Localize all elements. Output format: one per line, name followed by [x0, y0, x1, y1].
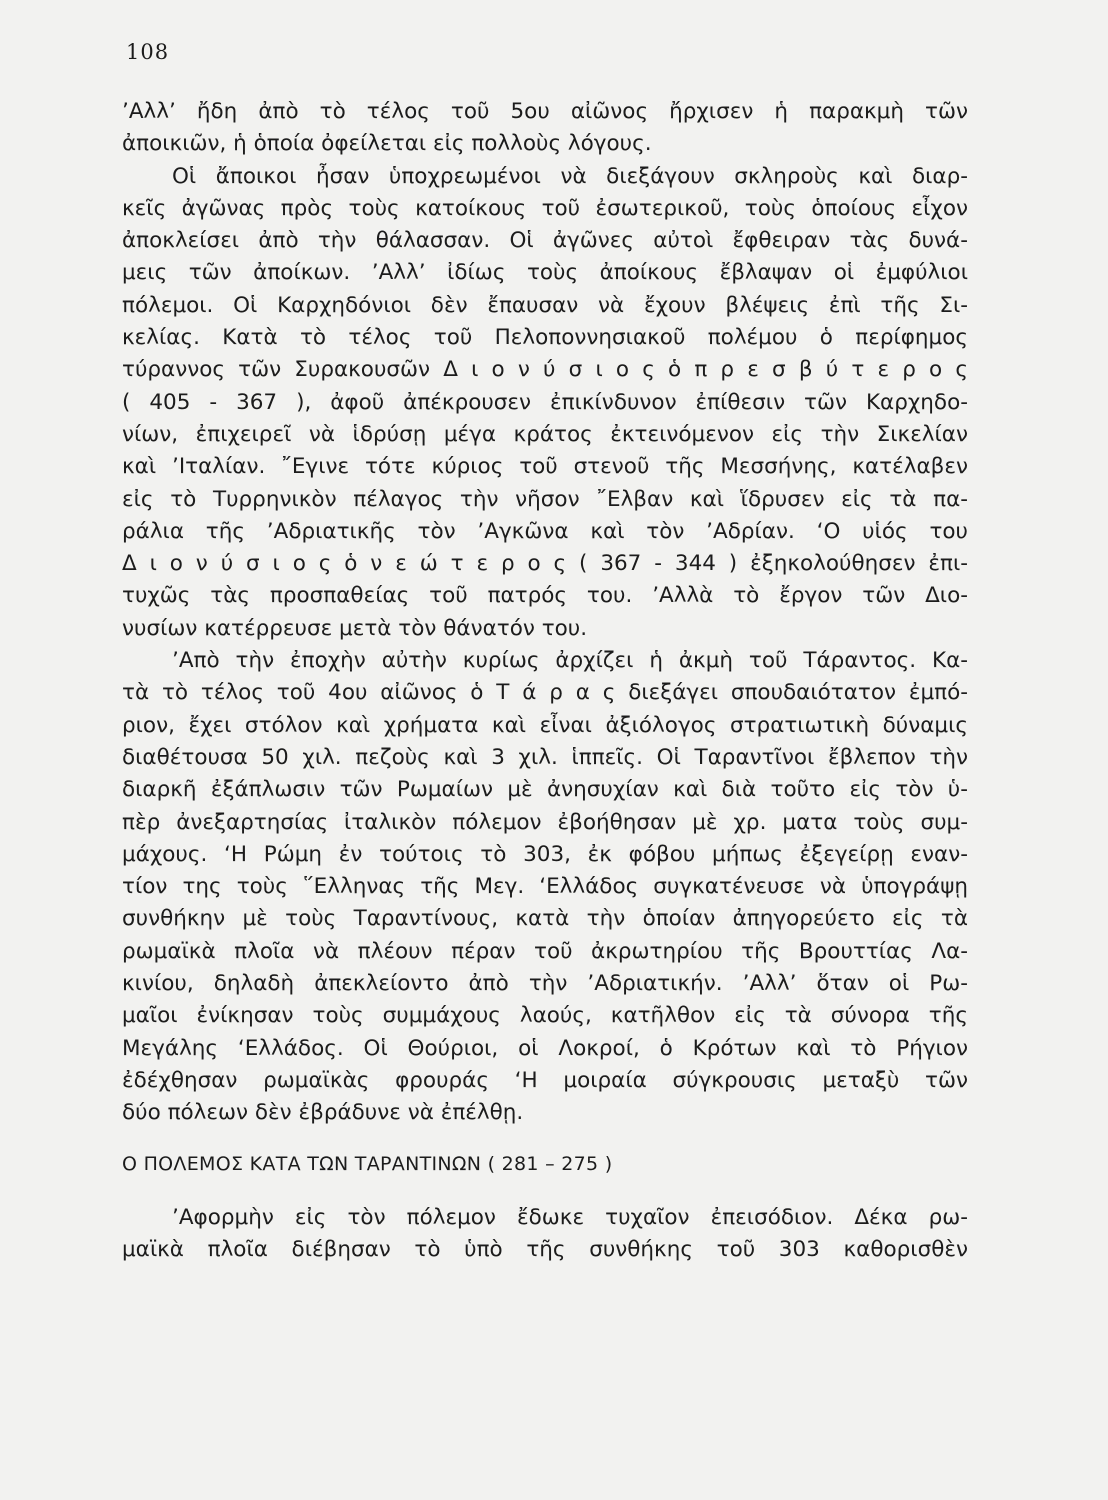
text-line: Μεγάλης ‘Ελλάδος. Οἱ Θούριοι, οἱ Λοκροί, ὁ Κρότων καὶ τὸ Ρήγιον	[122, 1035, 968, 1061]
text-line: ριον, ἔχει στόλον καὶ χρήματα καὶ εἶναι ἀξιόλογος στρατιωτικὴ δύναμις	[122, 712, 968, 738]
text-line: Δ ι ο ν ύ σ ι ο ς ὁ ν ε ώ τ ε ρ ο ς ( 367 - 344 ) ἐξηκολούθησεν ἐπι-	[122, 551, 968, 577]
text-line: νίων, ἐπιχειρεῖ νὰ ἱδρύσῃ μέγα κράτος ἐκτεινόμενον εἰς τὴν Σικελίαν	[122, 421, 968, 447]
text-line: τυχῶς τὰς προσπαθείας τοῦ πατρός του. ’Αλλὰ τὸ ἔργον τῶν Διο-	[122, 583, 968, 609]
text-line: τύραννος τῶν Συρακουσῶν Δ ι ο ν ύ σ ι ο ς ὁ π ρ ε σ β ύ τ ε ρ ο ς	[122, 357, 968, 383]
paragraph	[122, 1202, 968, 1267]
text-line: ἀποκλείσει ἀπὸ τὴν θάλασσαν. Οἱ ἀγῶνες αὐτοὶ ἔφθειραν τὰς δυνά-	[122, 228, 968, 254]
paragraph	[122, 96, 968, 161]
text-line: ’Αφορμὴν εἰς τὸν πόλεμον ἔδωκε τυχαῖον ἐπεισόδιον. Δέκα ρω-	[172, 1204, 968, 1230]
text-line: ρωμαϊκὰ πλοῖα νὰ πλέουν πέραν τοῦ ἀκρωτηρίου τῆς Βρουττίας Λα-	[122, 938, 968, 964]
text-line: ( 405 - 367 ), ἀφοῦ ἀπέκρουσεν ἐπικίνδυνον ἐπίθεσιν τῶν Καρχηδο-	[122, 389, 968, 415]
text-line: μεις τῶν ἀποίκων. ’Αλλ’ ἰδίως τοὺς ἀποίκους ἔβλαψαν οἱ ἐμφύλιοι	[122, 260, 968, 286]
body-text	[122, 96, 968, 1130]
paragraph	[122, 161, 968, 645]
paragraph	[122, 645, 968, 1129]
text-line: συνθήκην μὲ τοὺς Ταραντίνους, κατὰ τὴν ὁποίαν ἀπηγορεύετο εἰς τὰ	[122, 906, 968, 932]
text-line: μαῖοι ἐνίκησαν τοὺς συμμάχους λαούς, κατῆλθον εἰς τὰ σύνορα τῆς	[122, 1003, 968, 1029]
text-line: διαθέτουσα 50 χιλ. πεζοὺς καὶ 3 χιλ. ἱππεῖς. Οἱ Ταραντῖνοι ἔβλεπον τὴν	[122, 744, 968, 770]
section-heading: Ο ΠΟΛΕΜΟΣ ΚΑΤΑ ΤΩΝ ΤΑΡΑΝΤΙΝΩΝ ( 281 – 275 )	[122, 1152, 613, 1175]
text-line: δύο πόλεων δὲν ἐβράδυνε νὰ ἐπέλθῃ.	[122, 1100, 524, 1126]
text-line: κεῖς ἀγῶνας πρὸς τοὺς κατοίκους τοῦ ἐσωτερικοῦ, τοὺς ὁποίους εἶχον	[122, 195, 968, 221]
text-line: εἰς τὸ Τυρρηνικὸν πέλαγος τὴν νῆσον ῎Ελβαν καὶ ἵδρυσεν εἰς τὰ πα-	[122, 486, 968, 512]
text-line: πὲρ ἀνεξαρτησίας ἰταλικὸν πόλεμον ἐβοήθησαν μὲ χρ. ματα τοὺς συμ-	[122, 809, 968, 835]
text-line: ἐδέχθησαν ρωμαϊκὰς φρουράς ‘Η μοιραία σύγκρουσις μεταξὺ τῶν	[122, 1067, 968, 1093]
text-line: νυσίων κατέρρευσε μετὰ τὸν θάνατόν του.	[122, 615, 588, 641]
page-number: 108	[126, 40, 170, 64]
text-line: κινίου, δηλαδὴ ἀπεκλείοντο ἀπὸ τὴν ’Αδριατικήν. ’Αλλ’ ὅταν οἱ Ρω-	[122, 971, 968, 997]
text-line: καὶ ’Ιταλίαν. ῎Εγινε τότε κύριος τοῦ στενοῦ τῆς Μεσσήνης, κατέλαβεν	[122, 454, 968, 480]
text-line: διαρκῆ ἐξάπλωσιν τῶν Ρωμαίων μὲ ἀνησυχίαν καὶ διὰ τοῦτο εἰς τὸν ὑ-	[122, 777, 968, 803]
text-line: μάχους. ‘Η Ρώμη ἐν τούτοις τὸ 303, ἐκ φόβου μήπως ἐξεγείρῃ εναν-	[122, 841, 968, 867]
text-line: ράλια τῆς ’Αδριατικῆς τὸν ’Αγκῶνα καὶ τὸν ’Αδρίαν. ‘Ο υἱός του	[122, 518, 968, 544]
text-line: ’Αλλ’ ἤδη ἀπὸ τὸ τέλος τοῦ 5ου αἰῶνος ἤρχισεν ἡ παρακμὴ τῶν	[122, 99, 968, 124]
text-line: πόλεμοι. Οἱ Καρχηδόνιοι δὲν ἔπαυσαν νὰ ἔχουν βλέψεις ἐπὶ τῆς Σι-	[122, 292, 968, 318]
text-line: Οἱ ἄποικοι ἦσαν ὑποχρεωμένοι νὰ διεξάγουν σκληροὺς καὶ διαρ-	[172, 163, 968, 189]
text-line: τὰ τὸ τέλος τοῦ 4ου αἰῶνος ὁ Τ ά ρ α ς διεξάγει σπουδαιότατον ἐμπό-	[122, 680, 968, 706]
text-line: ’Απὸ τὴν ἐποχὴν αὐτὴν κυρίως ἀρχίζει ἡ ἀκμὴ τοῦ Τάραντος. Κα-	[172, 648, 968, 674]
text-line: κελίας. Κατὰ τὸ τέλος τοῦ Πελοποννησιακοῦ πολέμου ὁ περίφημος	[122, 325, 968, 351]
text-line: τίον της τοὺς ῞Ελληνας τῆς Μεγ. ‘Ελλάδος συγκατένευσε νὰ ὑπογράψῃ	[122, 874, 968, 900]
text-line: ἀποικιῶν, ἡ ὁποία ὀφείλεται εἰς πολλοὺς λόγους.	[122, 131, 652, 157]
text-line: μαϊκὰ πλοῖα διέβησαν τὸ ὑπὸ τῆς συνθήκης τοῦ 303 καθορισθὲν	[122, 1236, 968, 1262]
